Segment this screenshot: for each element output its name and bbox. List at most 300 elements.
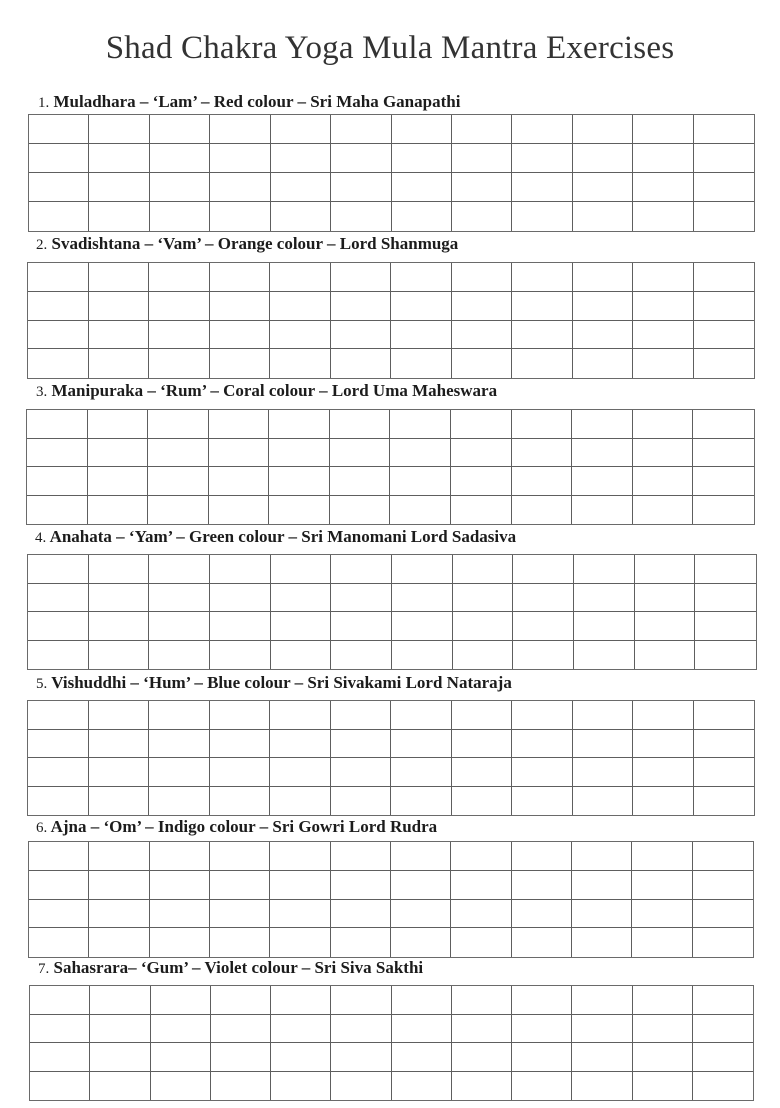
grid-cell [150,928,210,957]
grid-cell [271,986,331,1015]
grid-cell [28,292,89,321]
grid-cell [693,928,753,957]
grid-cell [633,1072,693,1101]
grid-cell [452,701,513,730]
grid-cell [392,1072,452,1101]
grid-cell [391,871,451,900]
grid-cell [633,439,694,468]
grid-cell [28,555,89,584]
grid-cell [452,986,512,1015]
section-heading-ajna [36,817,437,838]
grid-cell [28,321,89,350]
grid-cell [693,439,754,468]
grid-cell [451,410,512,439]
grid-cell [270,900,330,929]
grid-cell [574,612,635,641]
grid-cell [210,928,270,957]
grid-cell [30,1015,90,1044]
grid-cell [210,292,271,321]
grid-cell [512,986,572,1015]
grid-cell [512,730,573,759]
section-title: Svadishtana – ‘Vam’ – Orange colour – Lord Shanmuga [51,234,459,253]
grid-cell [392,173,452,202]
grid-cell [27,467,88,496]
grid-cell [331,321,392,350]
grid-cell [451,842,511,871]
grid-cell [392,144,452,173]
grid-cell [271,584,332,613]
grid-cell [209,467,270,496]
grid-cell [149,701,210,730]
grid-cell [151,1043,211,1072]
grid-cell [28,349,89,378]
grid-cell [695,555,756,584]
grid-cell [148,467,209,496]
grid-cell [633,321,694,350]
grid-cell [28,263,89,292]
grid-cell [452,173,512,202]
grid-cell [452,292,513,321]
grid-cell [694,202,754,231]
grid-cell [331,1072,391,1101]
section-heading-vishuddhi [36,673,512,694]
grid-cell [572,1072,632,1101]
grid-cell [512,410,573,439]
grid-cell [695,641,756,670]
grid-cell [694,115,754,144]
grid-cell [90,1043,150,1072]
section-title: Sahasrara– ‘Gum’ – Violet colour – Sri Siva Sakthi [53,958,424,977]
grid-cell [90,1072,150,1101]
grid-cell [452,1015,512,1044]
grid-cell [633,467,694,496]
grid-cell [392,202,452,231]
grid-cell [148,439,209,468]
grid-cell [90,1015,150,1044]
grid-cell [29,928,89,957]
grid-cell [512,173,572,202]
grid-cell [391,349,452,378]
grid-cell [330,496,391,525]
grid-cell [331,701,392,730]
grid-cell [210,321,271,350]
grid-cell [89,321,150,350]
grid-cell [694,263,755,292]
grid-cell [572,871,632,900]
grid-cell [88,410,149,439]
grid-cell [89,701,150,730]
grid-cell [89,612,150,641]
grid-cell [573,263,634,292]
grid-cell [695,612,756,641]
section-number: 3. [36,384,48,400]
grid-cell [573,758,634,787]
grid-cell [89,292,150,321]
grid-cell [392,115,452,144]
grid-cell [391,730,452,759]
grid-cell [452,263,513,292]
grid-cell [331,758,392,787]
grid-cell [392,584,453,613]
grid-cell [210,612,271,641]
grid-cell [693,900,753,929]
grid-cell [331,263,392,292]
grid-cell [572,928,632,957]
grid-cell [512,439,573,468]
grid-cell [451,439,512,468]
grid-cell [694,787,755,816]
grid-cell [331,555,392,584]
grid-cell [331,173,391,202]
grid-cell [391,787,452,816]
grid-cell [390,439,451,468]
grid-cell [270,842,330,871]
grid-cell [209,439,270,468]
grid-cell [635,555,696,584]
grid-cell [633,496,694,525]
grid-cell [391,701,452,730]
grid-cell [150,173,210,202]
grid-cell [210,900,270,929]
grid-cell [150,144,210,173]
grid-cell [512,467,573,496]
grid-cell [149,292,210,321]
grid-cell [210,202,270,231]
grid-cell [572,467,633,496]
grid-cell [452,349,513,378]
grid-cell [453,555,514,584]
grid-cell [391,292,452,321]
section-title: Vishuddhi – ‘Hum’ – Blue colour – Sri Sivakami Lord Nataraja [51,673,512,692]
section-number: 7. [38,961,50,977]
grid-cell [452,758,513,787]
section-heading-svadishtana [36,234,458,255]
grid-cell [451,871,511,900]
grid-cell [632,900,692,929]
grid-cell [632,871,692,900]
grid-cell [29,900,89,929]
grid-cell [29,144,89,173]
grid-cell [572,1043,632,1072]
grid-cell [331,1015,391,1044]
grid-cell [451,928,511,957]
grid-cell [89,584,150,613]
grid-cell [331,1043,391,1072]
grid-cell [572,1015,632,1044]
grid-cell [210,871,270,900]
grid-cell [512,787,573,816]
grid-cell [88,467,149,496]
grid-cell [331,115,391,144]
grid-cell [572,439,633,468]
grid-cell [29,115,89,144]
grid-cell [694,292,755,321]
grid-cell [391,928,451,957]
grid-cell [512,701,573,730]
grid-cell [29,842,89,871]
grid-cell [271,115,331,144]
grid-cell [210,842,270,871]
practice-grid-manipuraka [26,409,755,525]
page-title: Shad Chakra Yoga Mula Mantra Exercises [105,30,675,67]
grid-cell [633,986,693,1015]
section-title: Anahata – ‘Yam’ – Green colour – Sri Manomani Lord Sadasiva [49,527,517,546]
grid-cell [30,1043,90,1072]
grid-cell [331,730,392,759]
grid-cell [391,758,452,787]
grid-cell [270,321,331,350]
grid-cell [89,641,150,670]
grid-cell [30,1072,90,1101]
section-number: 6. [36,820,48,836]
grid-cell [331,202,391,231]
grid-cell [210,758,271,787]
grid-cell [452,1072,512,1101]
grid-cell [512,1072,572,1101]
grid-cell [635,584,696,613]
grid-cell [512,871,572,900]
grid-cell [331,292,392,321]
grid-cell [211,986,271,1015]
grid-cell [632,928,692,957]
grid-cell [573,349,634,378]
grid-cell [88,439,149,468]
grid-cell [270,787,331,816]
grid-cell [271,1072,331,1101]
grid-cell [390,410,451,439]
grid-cell [270,701,331,730]
grid-cell [331,612,392,641]
grid-cell [331,641,392,670]
grid-cell [269,467,330,496]
grid-cell [330,410,391,439]
grid-cell [633,1043,693,1072]
grid-cell [574,555,635,584]
grid-cell [512,263,573,292]
grid-cell [150,115,210,144]
grid-cell [573,115,633,144]
grid-cell [211,1072,271,1101]
grid-cell [453,584,514,613]
grid-cell [28,612,89,641]
section-heading-manipuraka [36,381,497,402]
grid-cell [453,641,514,670]
section-number: 4. [35,530,47,546]
grid-cell [693,410,754,439]
grid-cell [27,496,88,525]
grid-cell [390,467,451,496]
grid-cell [512,1015,572,1044]
grid-cell [149,612,210,641]
grid-cell [633,787,694,816]
grid-cell [392,555,453,584]
grid-cell [633,115,693,144]
grid-cell [331,349,392,378]
grid-cell [513,555,574,584]
grid-cell [512,1043,572,1072]
grid-cell [573,292,634,321]
section-heading-sahasrara [38,958,423,979]
grid-cell [270,292,331,321]
grid-cell [30,986,90,1015]
grid-cell [392,612,453,641]
grid-cell [392,641,453,670]
grid-cell [694,701,755,730]
grid-cell [150,900,210,929]
grid-cell [270,871,330,900]
grid-cell [28,758,89,787]
grid-cell [573,202,633,231]
grid-cell [331,871,391,900]
section-title: Muladhara – ‘Lam’ – Red colour – Sri Maha Ganapathi [53,92,461,111]
grid-cell [89,173,149,202]
grid-cell [512,349,573,378]
grid-cell [392,1043,452,1072]
grid-cell [572,986,632,1015]
grid-cell [695,584,756,613]
grid-cell [271,202,331,231]
grid-cell [210,115,270,144]
grid-cell [452,321,513,350]
grid-cell [89,871,149,900]
grid-cell [331,144,391,173]
grid-cell [210,555,271,584]
grid-cell [148,410,209,439]
grid-cell [391,842,451,871]
grid-cell [331,986,391,1015]
grid-cell [149,584,210,613]
grid-cell [633,1015,693,1044]
grid-cell [452,787,513,816]
grid-cell [512,292,573,321]
grid-cell [149,321,210,350]
grid-cell [271,641,332,670]
grid-cell [210,349,271,378]
grid-cell [573,321,634,350]
grid-cell [88,496,149,525]
grid-cell [210,701,271,730]
grid-cell [270,730,331,759]
grid-cell [28,641,89,670]
grid-cell [27,439,88,468]
grid-cell [512,115,572,144]
grid-cell [693,496,754,525]
grid-cell [29,871,89,900]
grid-cell [451,496,512,525]
grid-cell [513,584,574,613]
grid-cell [331,787,392,816]
grid-cell [270,349,331,378]
grid-cell [694,349,755,378]
grid-cell [89,144,149,173]
grid-cell [149,555,210,584]
grid-cell [512,928,572,957]
grid-cell [694,144,754,173]
section-number: 1. [38,95,50,111]
grid-cell [210,263,271,292]
grid-cell [210,173,270,202]
grid-cell [89,928,149,957]
grid-cell [391,900,451,929]
grid-cell [513,641,574,670]
grid-cell [271,612,332,641]
grid-cell [89,263,150,292]
grid-cell [693,986,753,1015]
grid-cell [210,641,271,670]
grid-cell [331,584,392,613]
grid-cell [271,1015,331,1044]
grid-cell [209,496,270,525]
grid-cell [512,202,572,231]
grid-cell [89,787,150,816]
grid-cell [512,321,573,350]
grid-cell [512,144,572,173]
grid-cell [149,641,210,670]
grid-cell [452,144,512,173]
grid-cell [574,641,635,670]
grid-cell [270,928,330,957]
grid-cell [572,496,633,525]
practice-grid-vishuddhi [27,700,755,816]
section-heading-anahata [35,527,516,548]
grid-cell [89,842,149,871]
grid-cell [451,467,512,496]
grid-cell [633,758,694,787]
grid-cell [633,730,694,759]
grid-cell [149,787,210,816]
grid-cell [271,555,332,584]
grid-cell [331,928,391,957]
grid-cell [633,292,694,321]
grid-cell [150,842,210,871]
grid-cell [451,900,511,929]
grid-cell [271,144,331,173]
grid-cell [210,584,271,613]
grid-cell [151,1072,211,1101]
grid-cell [27,410,88,439]
grid-cell [452,202,512,231]
grid-cell [90,986,150,1015]
grid-cell [89,730,150,759]
practice-grid-anahata [27,554,757,670]
grid-cell [572,410,633,439]
grid-cell [28,584,89,613]
grid-cell [29,202,89,231]
grid-cell [89,202,149,231]
grid-cell [572,900,632,929]
grid-cell [151,986,211,1015]
grid-cell [573,144,633,173]
practice-grid-svadishtana [27,262,755,379]
grid-cell [392,986,452,1015]
grid-cell [632,842,692,871]
grid-cell [269,439,330,468]
grid-cell [269,496,330,525]
practice-grid-ajna [28,841,754,958]
grid-cell [633,701,694,730]
grid-cell [633,144,693,173]
grid-cell [89,900,149,929]
section-title: Manipuraka – ‘Rum’ – Coral colour – Lord Uma Maheswara [51,381,498,400]
grid-cell [633,410,694,439]
grid-cell [150,202,210,231]
grid-cell [635,612,696,641]
grid-cell [512,758,573,787]
grid-cell [452,115,512,144]
grid-cell [28,701,89,730]
grid-cell [391,263,452,292]
section-number: 5. [36,676,48,692]
